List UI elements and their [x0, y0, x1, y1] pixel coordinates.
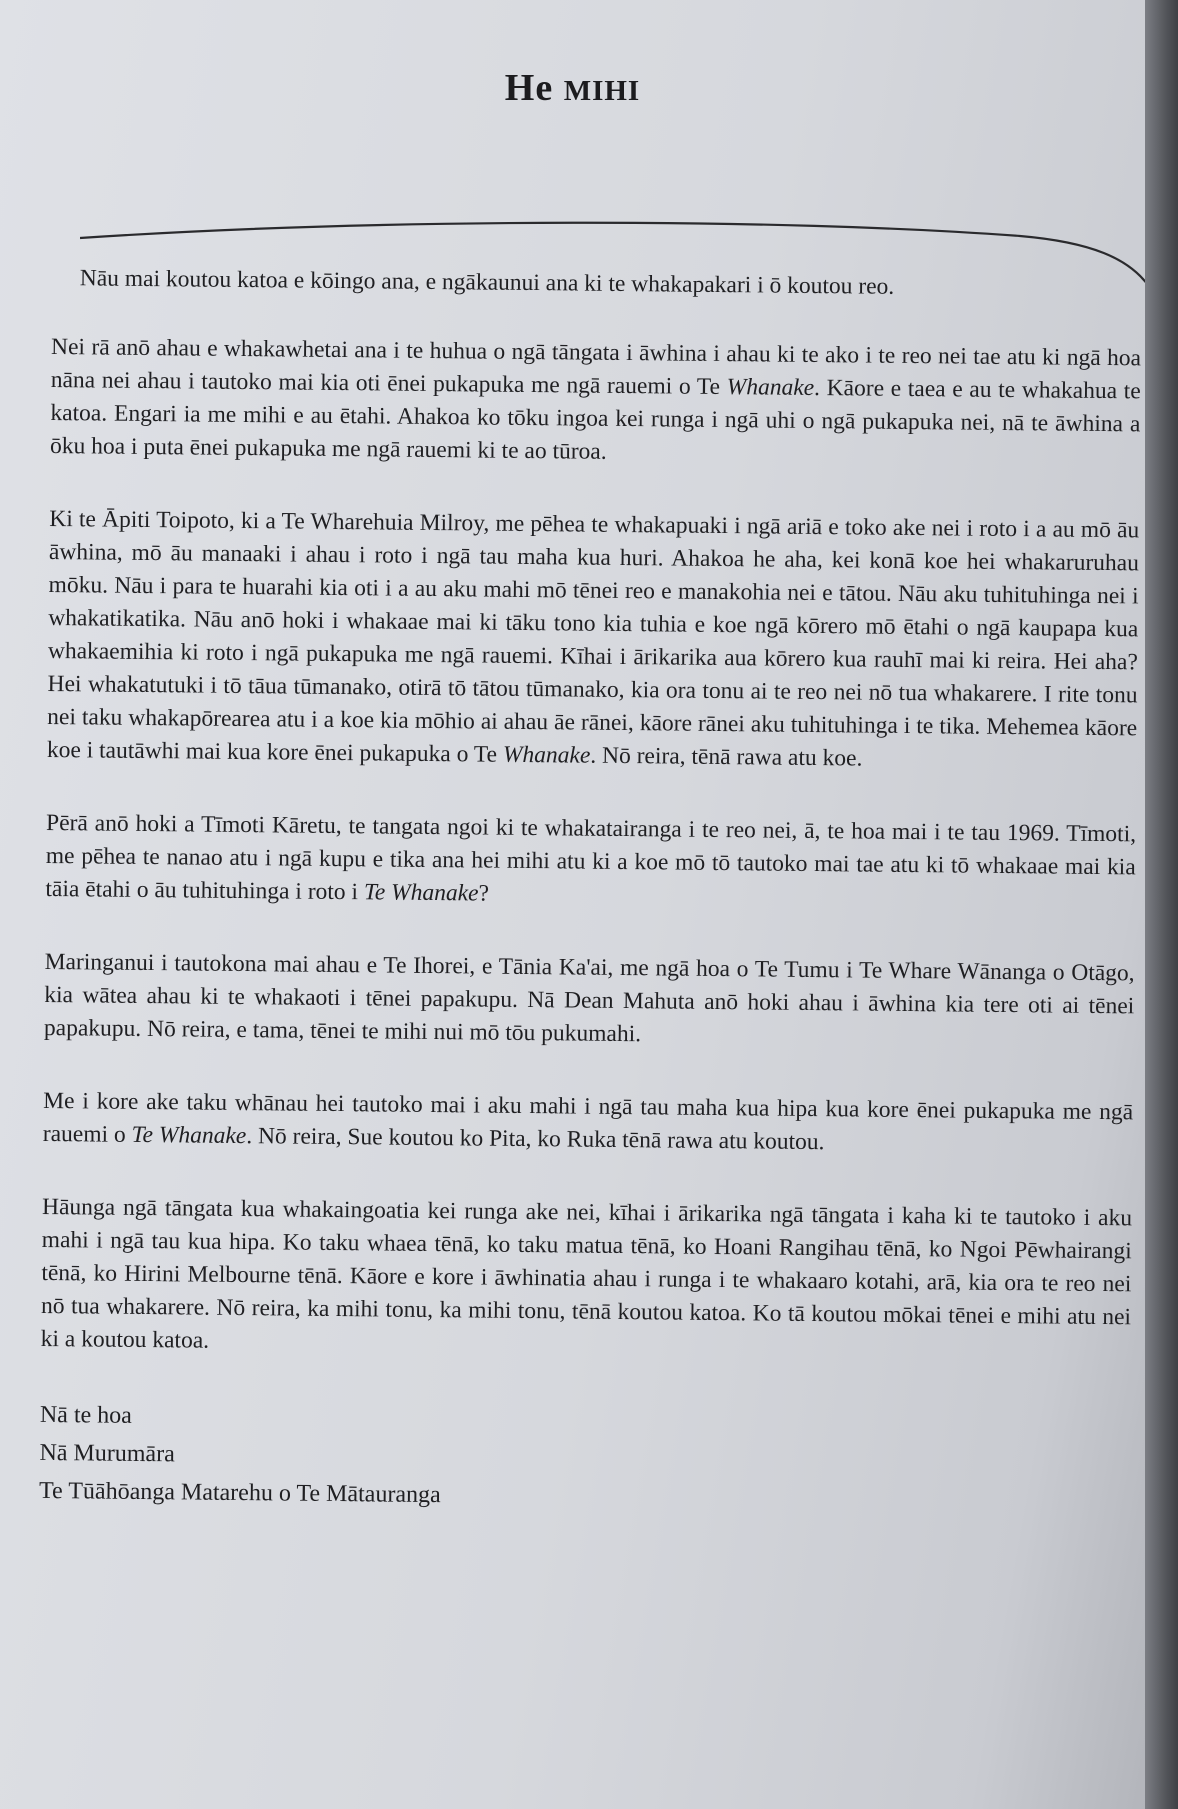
book-edge	[1145, 0, 1178, 1809]
paragraph-3: Pērā anō hoki a Tīmoti Kāretu, te tangata ngoi ki te whakatairanga i te reo nei, ā, te hoa mai i te tau 1969. Tīmoti, me pēhea te nanao atu i ngā kupu e tika ana hei mihi atu ki a koe mō tō tautoko mai tae atu ki tō whakaae mai kia tāia ētahi o āu tuhituhinga i roto i Te Whanake?	[45, 809, 1137, 907]
emphasis: Te Whanake	[363, 879, 479, 907]
signoff-line: Te Tūāhōanga Matarehu o Te Mātauranga	[38, 1477, 441, 1509]
title-initial: He	[504, 67, 554, 109]
emphasis: Te Whanake	[131, 1121, 247, 1150]
paragraph-6: Hāunga ngā tāngata kua whakaingoatia kei runga ake nei, kīhai i ārikarika ngā tāngata i kaha ki te tautoko i aku mahi i ngā tau kua hipa. Ko taku whaea tēnā, ko taku matua tēnā, ko Hoani Rangihau tēnā, ko Ngoi Pēwhairangi tēnā, ko Hirini Melbourne tēnā. Kāore e kore i āwhinatia ahau i runga i te whakaaro kotahi, arā, kia ora te reo nei nō tua whakarere. Nō reira, ka mihi tonu, ka mihi tonu, tēnā koutou katoa. Ko tā koutou mōkai tēnei e mihi atu nei ki a koutou katoa.	[40, 1193, 1133, 1354]
signoff-line: Nā te hoa	[39, 1401, 133, 1429]
emphasis: Whanake	[726, 374, 815, 401]
signoff	[39, 1396, 1130, 1521]
emphasis: Whanake	[502, 741, 591, 769]
paragraph-2: Ki te Āpiti Toipoto, ki a Te Wharehuia Milroy, me pēhea te whakapuaki i ngā ariā e toko ake nei i roto i a au mō āu āwhina, mō āu manaaki i ahau i roto i ngā tau maha kua huri. Ahakoa he aha, kei konā koe hei whakaruruhau mōku. Nāu i para te huarahi kia oti i a au aku mahi mō tēnei reo e manakohia nei e tātou. Nāu aku tuhituhinga nei i whakatikatika. Nāu anō hoki i whakaae mai ki tāku tono kia tuhia e koe ngā kōrero mō ētahi o ngā kaupapa kua whakaemihia ki roto i ngā pukapuka me ngā rauemi. Kīhai i ārikarika aua kōrero kua rauhī mai ki reira. Hei aha? Hei whakatutuki i tō tāua tūmanako, otirā tō tātou tūmanako, kia ora tonu ai te reo nei nō tua whakarere. I rite tonu nei taku whakapōrearea atu i a koe kia mōhio ai ahau āe rānei, kāore rānei aku tuhituhinga i te tika. Mehemea kāore koe i tautāwhi mai kua kore ēnei pukapuka o Te Whanake. Nō reira, tēnā rawa atu koe.	[46, 505, 1140, 772]
paragraph-5: Me i kore ake taku whānau hei tautoko mai i aku mahi i ngā tau maha kua hipa kua kore ēnei pukapuka me ngā rauemi o Te Whanake. Nō reira, Sue koutou ko Pita, ko Ruka tēnā rawa atu koutou.	[42, 1087, 1134, 1156]
paragraph-1: Nei rā anō ahau e whakawhetai ana i te huhua o ngā tāngata i āwhina i ahau ki te ako i te reo nei tae atu ki ngā hoa nāna nei ahau i tautoko mai kia oti ēnei pukapuka me ngā rauemi o Te Whanake. Kāore e taea e au te whakahua te katoa. Engari ia me mihi e au ētahi. Ahakoa ko tōku ingoa kei runga i ngā uhi o ngā pukapuka nei, nā te āwhina a ōku hoa i puta ēnei pukapuka me ngā rauemi ki te ao tūroa.	[49, 333, 1142, 465]
body-text	[39, 262, 1142, 1521]
page-title	[0, 66, 1145, 110]
intro-paragraph: Nāu mai koutou katoa e kōingo ana, e ngākaunui ana ki te whakapakari i ō koutou reo.	[79, 265, 895, 300]
title-rest: MIHI	[563, 75, 641, 107]
paragraph-4: Maringanui i tautokona mai ahau e Te Ihorei, e Tānia Ka'ai, me ngā hoa o Te Tumu i Te Whare Wānanga o Otāgo, kia wātea ahau ki te whakaoti i tēnei papakupu. Nā Dean Mahuta anō hoki ahau i āwhina kia tere oti ai tēnei papakupu. Nō reira, e tama, tēnei te mihi nui mō tōu pukumahi.	[43, 948, 1135, 1048]
signoff-line: Nā Murumāra	[39, 1439, 175, 1468]
